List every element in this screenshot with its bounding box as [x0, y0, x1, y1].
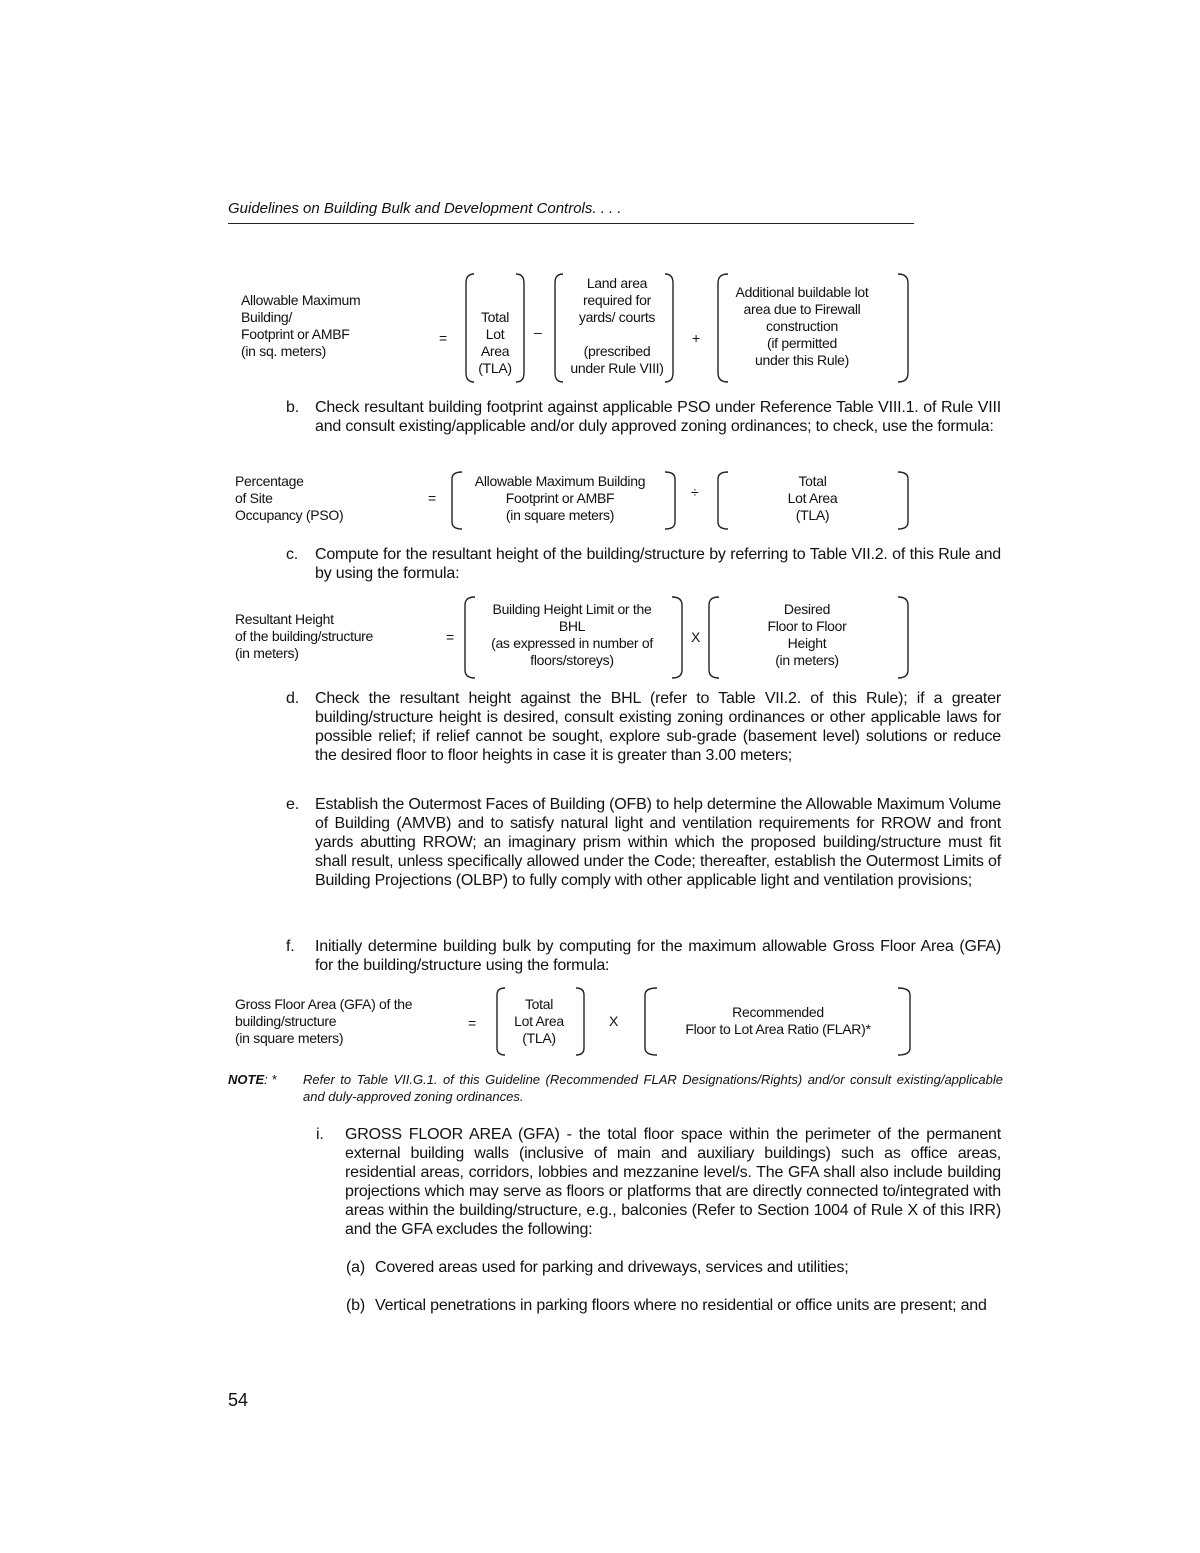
- item-b: [286, 398, 1001, 436]
- minus-sign: –: [534, 324, 542, 340]
- term-line: Floor to Floor: [767, 618, 847, 634]
- pso-label-line: of Site: [235, 490, 273, 506]
- item-f: [286, 937, 1001, 975]
- term-line: Total: [524, 996, 554, 1012]
- item-e: [286, 795, 1001, 890]
- term-line: (if permitted: [766, 335, 837, 351]
- ambf-label-line: (in sq. meters): [241, 343, 326, 359]
- term-line: under this Rule): [754, 352, 850, 368]
- item-a: [346, 1258, 1001, 1277]
- tla-bracket-right: [576, 987, 586, 1057]
- plus-sign: +: [692, 330, 701, 346]
- height-label-line: of the building/structure: [235, 628, 374, 644]
- item-text: Check resultant building footprint against applicable PSO under Reference Table VIII.1. of Rule VIII and consult existing/applicable and/or duly approved zoning ordinances; to check, use the formula:: [315, 399, 1001, 435]
- tla-bracket-right: [516, 273, 526, 383]
- multiply-sign: X: [609, 1013, 619, 1029]
- gfa-label-line: (in square meters): [235, 1030, 344, 1046]
- item-marker: (b): [346, 1297, 365, 1314]
- yards-bracket-right: [665, 273, 675, 383]
- item-marker: f.: [286, 938, 295, 955]
- item-i: [316, 1125, 1001, 1239]
- tla-bracket-right: [898, 471, 910, 531]
- term-line: (TLA): [522, 1030, 556, 1046]
- item-marker: b.: [286, 399, 299, 416]
- term-line: yards/ courts: [578, 309, 656, 325]
- pso-label-line: Occupancy (PSO): [235, 507, 344, 523]
- yards-term: [560, 275, 674, 377]
- floor-height-term: [722, 601, 892, 669]
- term-line: Area: [480, 343, 510, 359]
- floor-height-bracket-left: [707, 596, 719, 680]
- term-line: Total: [480, 309, 510, 325]
- flar-bracket-left: [643, 987, 657, 1057]
- equals-sign: =: [439, 330, 448, 346]
- ambf-term: [460, 473, 660, 524]
- height-label-line: (in meters): [235, 645, 299, 661]
- gfa-label-line: building/structure: [235, 1013, 337, 1029]
- note-text: Refer to Table VII.G.1. of this Guideline (Recommended FLAR Designations/Rights) and/or consult existing/applicable and duly-approved zoning ordinances.: [303, 1072, 1003, 1104]
- gfa-label-line: Gross Floor Area (GFA) of the: [235, 996, 413, 1012]
- term-line: construction: [766, 318, 838, 334]
- pso-label: [235, 473, 415, 524]
- item-text: Check the resultant height against the BHL (refer to Table VII.2. of this Rule); if a greater building/structure height is desired, consult existing zoning ordinances or other applicable laws for possible relief; if relief cannot be sought, explore sub-grade (basement level) solutions or reduce the desired floor to floor heights in case it is greater than 3.00 meters;: [315, 690, 1001, 764]
- term-line: Recommended: [732, 1004, 824, 1020]
- tla-term: [730, 473, 895, 524]
- item-marker: e.: [286, 796, 299, 813]
- item-marker: i.: [316, 1126, 324, 1143]
- flar-bracket-right: [898, 987, 912, 1057]
- term-line: Height: [787, 635, 827, 651]
- gfa-label: [235, 996, 455, 1047]
- floor-height-bracket-right: [898, 596, 910, 680]
- term-line: Lot Area: [514, 1013, 564, 1029]
- bhl-term: [472, 601, 672, 669]
- term-line: (in square meters): [505, 507, 615, 523]
- page-number: 54: [228, 1390, 249, 1410]
- equals-sign: =: [468, 1015, 477, 1031]
- ambf-label: [241, 292, 431, 360]
- note-title: NOTE: [228, 1072, 265, 1087]
- term-line: Desired: [783, 601, 831, 617]
- term-line: floors/storeys): [530, 652, 614, 668]
- height-label-line: Resultant Height: [235, 611, 334, 627]
- term-spacer: [560, 326, 674, 343]
- term-line: Lot: [485, 326, 505, 342]
- item-text: GROSS FLOOR AREA (GFA) - the total floor space within the perimeter of the permanent external building walls (inclusive of main and auxiliary buildings) such as office areas, residential areas, corridors, lobbies and mezzanine level/s. The GFA shall also include building projections which may serve as floors or platforms that are directly connected to/integrated with areas within the building/structure, e.g., balconies (Refer to Section 1004 of Rule X of this IRR) and the GFA excludes the following:: [345, 1126, 1001, 1238]
- divide-sign: ÷: [691, 484, 699, 500]
- item-marker: c.: [286, 546, 299, 563]
- item-b-sub: [346, 1296, 1001, 1315]
- tla-term: [503, 996, 575, 1047]
- tla-bracket-left: [716, 471, 728, 531]
- term-line: BHL: [558, 618, 586, 634]
- tla-bracket-left: [464, 273, 474, 383]
- term-line: Floor to Lot Area Ratio (FLAR)*: [685, 1021, 871, 1037]
- flar-term: [658, 1004, 898, 1038]
- term-line: Total: [798, 473, 827, 489]
- item-text: Initially determine building bulk by computing for the maximum allowable Gross Floor Area (GFA) for the building/structure using the formula:: [315, 938, 1001, 974]
- item-marker: d.: [286, 690, 299, 707]
- term-line: area due to Firewall: [743, 301, 861, 317]
- firewall-term: [722, 284, 882, 369]
- term-line: Allowable Maximum Building: [474, 473, 646, 489]
- ambf-label-line: Building/: [241, 309, 293, 325]
- multiply-sign: X: [691, 629, 701, 645]
- note-star: : *: [264, 1072, 277, 1087]
- item-text: Establish the Outermost Faces of Building (OFB) to help determine the Allowable Maximum Volume of Building (AMVB) and to satisfy natural light and ventilation requirements for RROW and front yards abutting RROW; an imaginary prism within which the proposed building/structure must fit shall result, unless specifically allowed under the Code; thereafter, establish the Outermost Limits of Building Projections (OLBP) to fully comply with other applicable light and ventilation provisions;: [315, 796, 1001, 889]
- term-line: Additional buildable lot: [735, 284, 869, 300]
- firewall-bracket-right: [898, 273, 910, 383]
- term-line: (prescribed: [583, 343, 651, 359]
- term-line: Lot Area: [787, 490, 838, 506]
- term-line: Land area: [586, 275, 648, 291]
- term-line: Building Height Limit or the: [492, 601, 652, 617]
- ambf-label-line: Allowable Maximum: [241, 292, 361, 308]
- bhl-bracket-right: [672, 596, 684, 680]
- height-label: [235, 611, 435, 662]
- term-line: (TLA): [795, 507, 830, 523]
- item-d: [286, 689, 1001, 765]
- equals-sign: =: [428, 490, 437, 506]
- term-line: under Rule VIII): [570, 360, 664, 376]
- item-c: [286, 545, 1001, 583]
- item-text: Compute for the resultant height of the building/structure by referring to Table VII.2. of this Rule and by using the formula:: [315, 546, 1001, 582]
- pso-label-line: Percentage: [235, 473, 304, 489]
- equals-sign: =: [446, 629, 455, 645]
- item-marker: (a): [346, 1259, 365, 1276]
- note-label: [228, 1071, 306, 1088]
- term-line: (as expressed in number of: [491, 635, 653, 651]
- term-line: required for: [583, 292, 651, 308]
- term-line: Footprint or AMBF: [505, 490, 615, 506]
- ambf-bracket-right: [665, 471, 677, 531]
- item-text: Covered areas used for parking and driveways, services and utilities;: [375, 1259, 849, 1276]
- item-text: Vertical penetrations in parking floors where no residential or office units are present; and: [375, 1297, 987, 1314]
- term-line: (TLA): [478, 360, 512, 376]
- tla-term: [474, 309, 516, 377]
- running-header: Guidelines on Building Bulk and Development Controls. . . .: [228, 200, 914, 224]
- ambf-label-line: Footprint or AMBF: [241, 326, 350, 342]
- term-line: (in meters): [775, 652, 839, 668]
